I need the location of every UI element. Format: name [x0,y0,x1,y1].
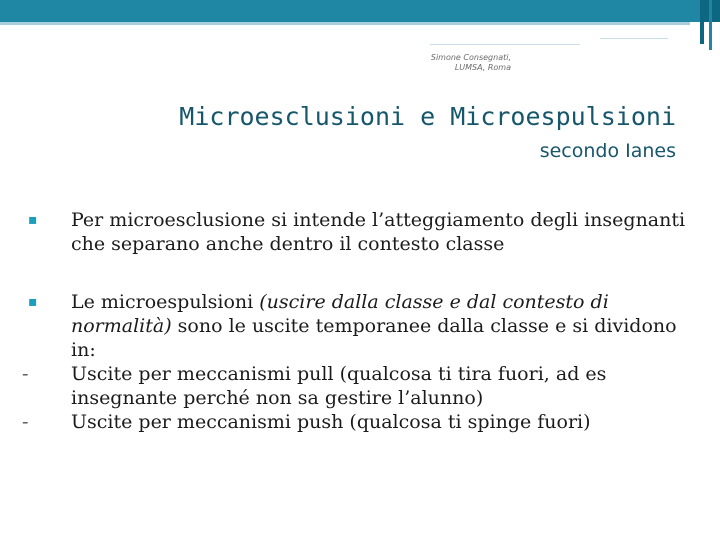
bullet-text-italic: (uscire dalla classe e dal contesto di normalità) [71,291,609,337]
slide-title: Microesclusioni e Microespulsioni [179,102,676,131]
dash-icon: - [22,411,29,433]
dash-icon: - [22,363,29,385]
bullet-item [22,208,702,256]
sub-item-text: Uscite per meccanismi push (qualcosa ti spinge fuori) [71,411,591,433]
sub-item-text: Uscite per meccanismi pull (qualcosa ti tira fuori, ad es insegnante perché non sa gestire l’alunno) [71,363,607,409]
sub-item [22,410,702,434]
decor-mark [709,0,712,50]
bullet-icon: ▪ [28,212,38,228]
decor-line [430,44,580,45]
author-credit [431,53,511,73]
author-name: Simone Consegnati, [430,53,511,62]
author-affiliation: LUMSA, Roma [454,63,511,72]
decor-line [600,38,668,39]
bullet-text: Le microespulsioni [71,291,260,313]
bullet-text: sono le uscite temporanee dalla classe e si dividono in: [71,315,677,361]
bullet-item [22,290,702,362]
decor-mark [700,0,704,44]
slide-body [22,208,702,434]
top-decor-bar [0,0,720,22]
slide-subtitle: secondo Ianes [539,140,676,162]
top-decor-segment [0,0,700,22]
bullet-icon: ▪ [28,294,38,310]
sub-item [22,362,702,410]
bullet-text: Per microesclusione si intende l’atteggiamento degli insegnanti che separano anche dentro il contesto classe [71,209,686,255]
decor-line [0,22,690,25]
